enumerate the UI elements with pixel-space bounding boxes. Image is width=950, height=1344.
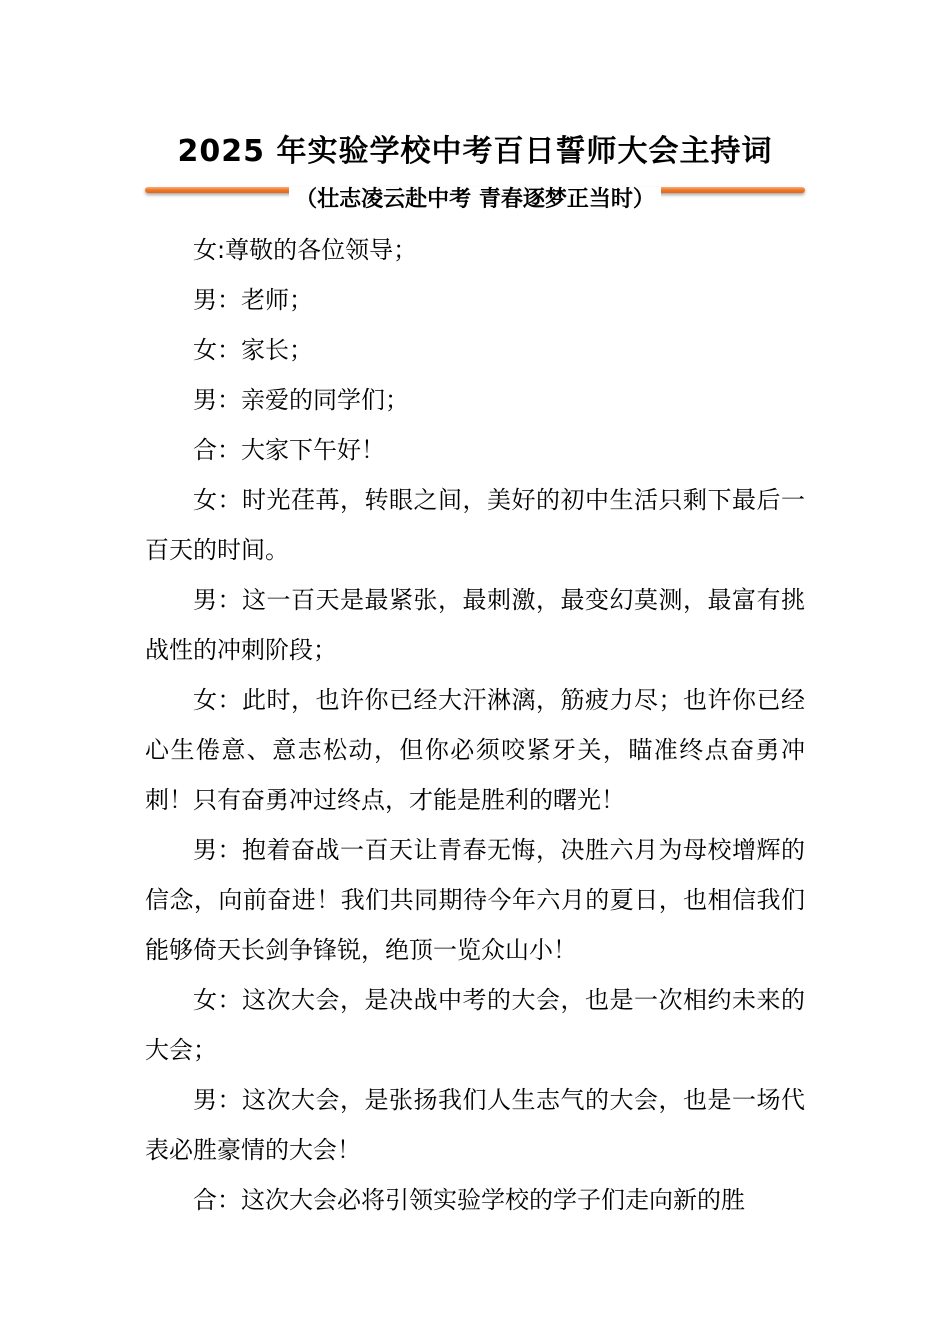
paragraph: 女:尊敬的各位领导；	[193, 236, 418, 264]
paragraph: 女：这次大会，是决战中考的大会，也是一次相约未来的大会；	[145, 986, 805, 1064]
paragraph: 合：大家下午好！	[193, 436, 385, 464]
document-subtitle	[145, 184, 805, 216]
subtitle-text: （壮志凌云赴中考 青春逐梦正当时）	[289, 187, 661, 212]
document-body	[145, 225, 805, 1225]
paragraph: 女：时光荏苒，转眼之间，美好的初中生活只剩下最后一百天的时间。	[145, 486, 805, 564]
paragraph: 男：亲爱的同学们；	[193, 386, 409, 414]
paragraph: 女：家长；	[193, 336, 313, 364]
paragraph: 合：这次大会必将引领实验学校的学子们走向新的胜	[193, 1186, 745, 1214]
paragraph: 男：这次大会，是张扬我们人生志气的大会，也是一场代表必胜豪情的大会！	[145, 1086, 805, 1164]
paragraph: 男：这一百天是最紧张，最刺激，最变幻莫测，最富有挑战性的冲刺阶段；	[145, 586, 805, 664]
paragraph: 女：此时，也许你已经大汗淋漓，筋疲力尽；也许你已经心生倦意、意志松动，但你必须咬紧牙关，瞄准终点奋勇冲刺！只有奋勇冲过终点，才能是胜利的曙光！	[145, 686, 805, 814]
paragraph: 男：老师；	[193, 286, 313, 314]
paragraph: 男：抱着奋战一百天让青春无悔，决胜六月为母校增辉的信念，向前奋进！我们共同期待今年六月的夏日，也相信我们能够倚天长剑争锋锐，绝顶一览众山小！	[145, 836, 805, 964]
document-title: 2025 年实验学校中考百日誓师大会主持词	[177, 134, 773, 169]
